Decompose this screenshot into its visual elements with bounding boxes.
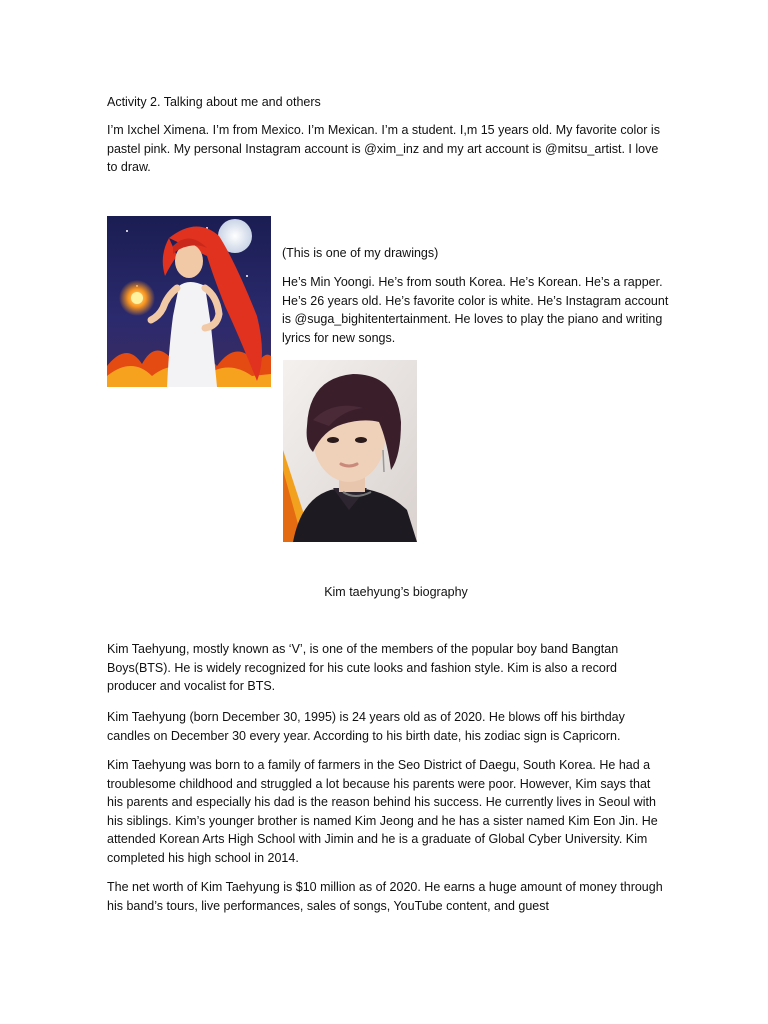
bio-paragraph-4: The net worth of Kim Taehyung is $10 million as of 2020. He earns a huge amount of money through his band’s tours, live performances, sales of songs, YouTube content, and guest [107,880,663,913]
intro-paragraph: I’m Ixchel Ximena. I’m from Mexico. I’m Mexican. I’m a student. I,m 15 years old. My favorite color is pastel pink. My personal Instagram account is @xim_inz and my art account is @mitsu_artist. I love to draw. [107,123,660,175]
bio-paragraph-2: Kim Taehyung (born December 30, 1995) is 24 years old as of 2020. He blows off his birthday candles on December 30 every year. According to his birth date, his zodiac sign is Capricorn. [107,710,625,743]
drawing-image [107,216,271,387]
bio-paragraph-3: Kim Taehyung was born to a family of farmers in the Seo District of Daegu, South Korea. He had a troublesome childhood and struggled a lot because his parents were poor. However, Kim says that his parents and especially his dad is the reason behind his success. He currently lives in Seoul with his siblings. Kim’s younger brother is named Kim Jeong and he has a sister named Kim Eon Jin. He attended Korean Arts High School with Jimin and he is a graduate of Global Cyber University. Kim completed his high school in 2014. [107,758,658,865]
yoongi-portrait [283,360,417,542]
biography-title: Kim taehyung’s biography [324,585,468,599]
drawing-illustration [107,216,271,387]
activity-heading: Activity 2. Talking about me and others [107,95,321,109]
bio-paragraph-1: Kim Taehyung, mostly known as ‘V’, is one of the members of the popular boy band Bangtan Boys(BTS). He is widely recognized for his cute looks and fashion style. Kim is also a record producer and vocalist for BTS. [107,642,619,694]
yoongi-paragraph: He’s Min Yoongi. He’s from south Korea. He’s Korean. He’s a rapper. He’s 26 years old. He’s favorite color is white. He’s Instagram account is @suga_bighitentertainment. He loves to play the piano and writing lyrics for new songs. [282,275,669,345]
yoongi-photo [283,360,417,542]
drawing-caption: (This is one of my drawings) [282,246,439,260]
